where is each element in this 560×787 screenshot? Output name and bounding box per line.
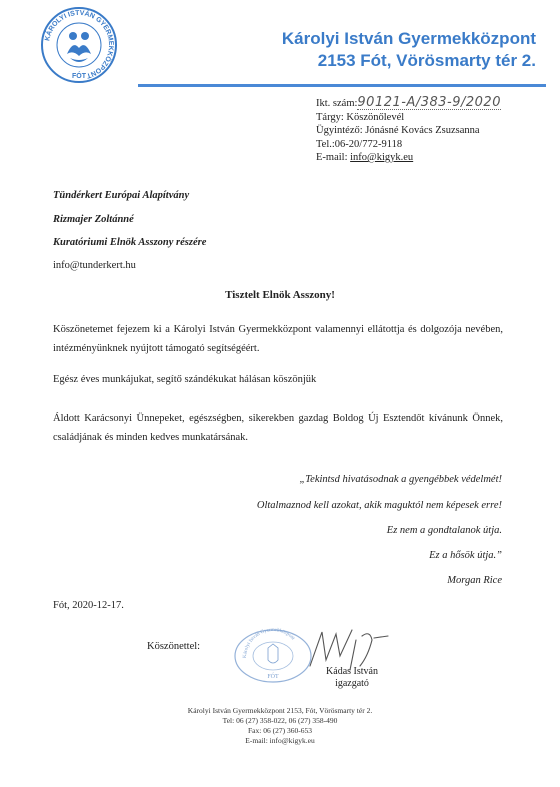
letter-footer <box>0 706 560 746</box>
quote-line-1: „Tekintsd hivatásodnak a gyengébbek védelmét! <box>299 474 502 485</box>
header-divider <box>138 84 546 87</box>
quote-line-2: Oltalmaznod kell azokat, akik maguktól nem képesek erre! <box>256 500 502 511</box>
addressee-name: Rizmajer Zoltánné <box>53 214 134 225</box>
quote-line-3: Ez nem a gondtalanok útja. <box>386 525 502 536</box>
greeting: Tisztelt Elnök Asszony! <box>225 289 335 301</box>
quote-line-4: Ez a hősök útja.” <box>429 550 502 561</box>
sender-email-link[interactable]: info@kigyk.eu <box>350 152 414 163</box>
organization-logo <box>40 6 118 84</box>
signer-title: igazgató <box>335 678 369 689</box>
signer-block <box>318 666 386 690</box>
paragraph-thanks: Egész éves munkájukat, segítő szándékukat hálásan köszönjük <box>53 374 317 385</box>
logo-ring-text: KÁROLYI ISTVÁN GYERMEKKÖZPONT <box>44 9 115 79</box>
addressee-role: Kuratóriumi Elnök Asszony részére <box>53 237 207 248</box>
svg-text:Károlyi István Gyermekközpont <box>243 628 296 658</box>
footer-phone: Tel: 06 (27) 358-022, 06 (27) 358-490 <box>222 716 338 725</box>
signer-name: Kádas István <box>326 666 378 677</box>
registration-label: Ikt. szám: <box>316 98 358 109</box>
footer-address: Károlyi István Gyermekközpont 2153, Fót, Vörösmarty tér 2. <box>187 706 373 715</box>
stamp-text: Károlyi István Gyermekközpont <box>242 627 296 659</box>
subject-line: Tárgy: Köszönőlevél <box>316 111 405 123</box>
organization-header <box>282 28 536 72</box>
phone-line: Tel.:06-20/772-9118 <box>316 138 403 150</box>
addressee-organization: Tündérkert Európai Alapítvány <box>53 190 190 201</box>
svg-text:KÁROLYI ISTVÁN GYERMEKKÖZPONT <box>44 9 114 80</box>
email-label: E-mail: <box>316 152 351 163</box>
registration-number: 90121-A/383-9/2020 <box>357 95 501 110</box>
organization-name: Károlyi István Gyermekközpont <box>281 29 536 48</box>
handler-line: Ügyintéző: Jónásné Kovács Zsuzsanna <box>316 125 480 136</box>
footer-email: E-mail: info@kigyk.eu <box>245 736 315 745</box>
paragraph-wishes: Áldott Karácsonyi Ünnepeket, egészségben, sikerekben gazdag Boldog Új Esztendőt kívánunk Önnek, családjának és minden kedves munkatársának. <box>53 413 503 443</box>
logo-bottom-text: FÓT <box>72 73 86 80</box>
letter-date: Fót, 2020-12-17. <box>53 600 124 611</box>
stamp-bottom-text: FÓT <box>267 674 279 680</box>
organization-address: 2153 Fót, Vörösmarty tér 2. <box>317 51 536 70</box>
addressee-email: info@tunderkert.hu <box>53 260 136 271</box>
paragraph-gratitude: Köszönetemet fejezem ki a Károlyi István Gyermekközpont valamennyi ellátottja és dolgozója nevében, intézményünknek nyújtott támogató segítségéért. <box>53 324 503 354</box>
footer-fax: Fax: 06 (27) 360-653 <box>248 726 312 735</box>
reference-block <box>316 96 501 165</box>
quote-author: Morgan Rice <box>447 575 502 586</box>
closing-thanks: Köszönettel: <box>147 641 201 652</box>
